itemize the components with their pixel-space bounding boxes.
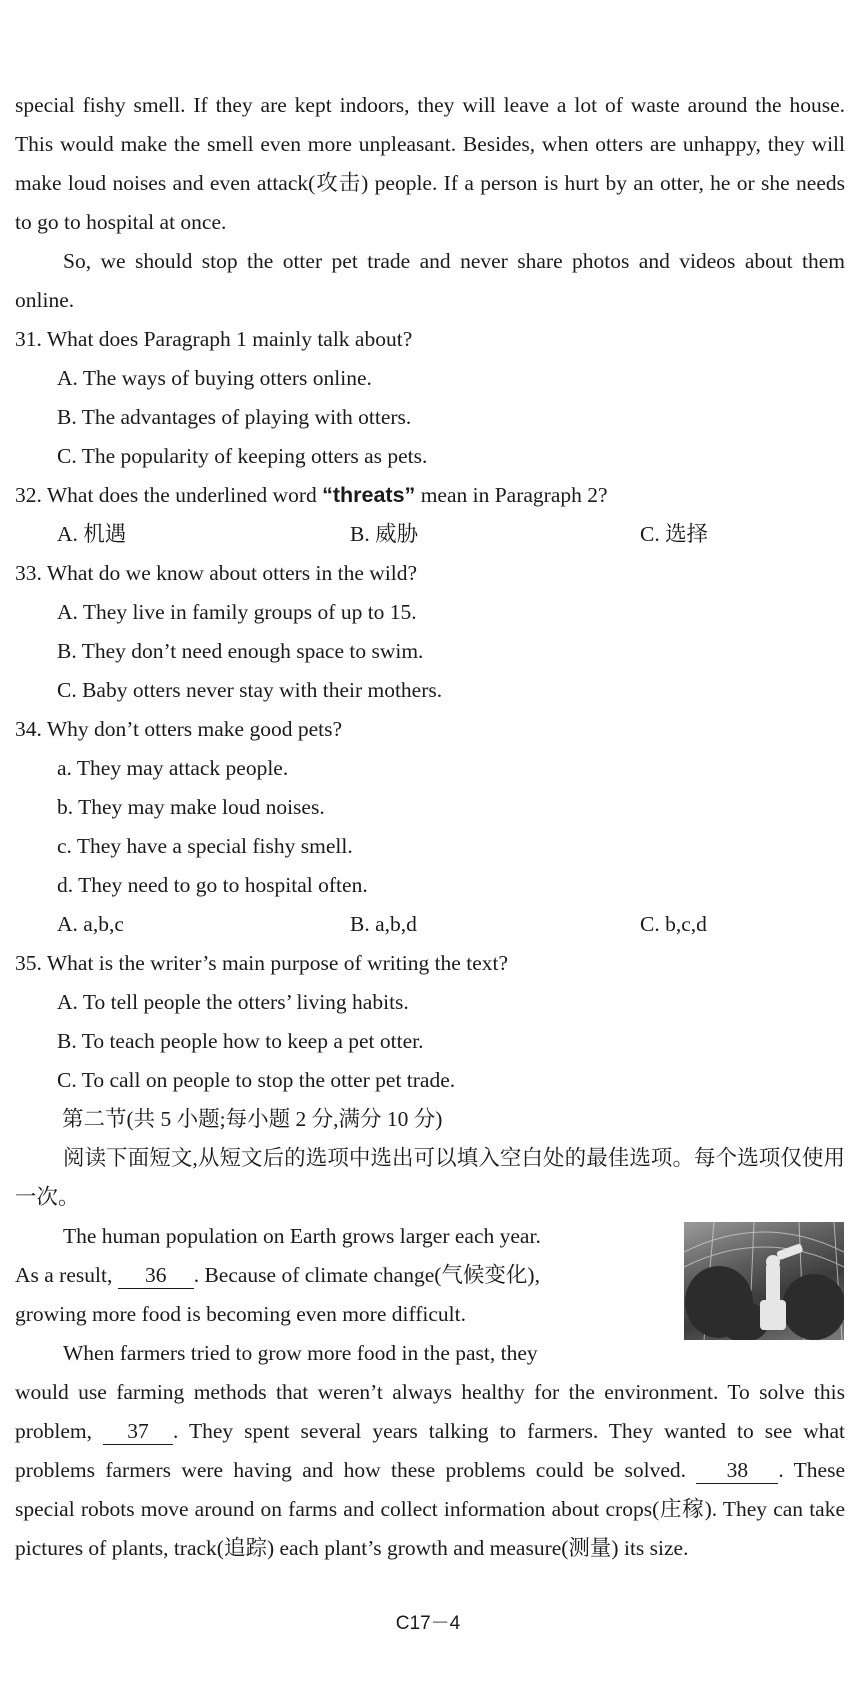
passage-line: When farmers tried to grow more food in the past, they <box>63 1341 538 1365</box>
option-c: C. To call on people to stop the otter pet trade. <box>57 1068 456 1092</box>
statement-d: d. They need to go to hospital often. <box>57 873 368 897</box>
option-c: C. b,c,d <box>640 912 707 936</box>
blank-37: 37 <box>103 1418 173 1445</box>
passage-text: would use farming methods that weren’t always healthy for the environment. To solve this problem, <box>15 1380 845 1443</box>
passage-text: . Because of climate change(气候变化), <box>193 1263 540 1287</box>
option-a: A. To tell people the otters’ living habits. <box>57 990 409 1014</box>
underlined-word: “threats” <box>322 483 416 507</box>
statement-a: a. They may attack people. <box>57 756 289 780</box>
page-footer: C17－4 <box>395 1613 461 1634</box>
question-stem: 33. What do we know about otters in the wild? <box>15 561 418 585</box>
passage-text: As a result, <box>15 1263 118 1287</box>
option-a: A. 机遇 <box>57 522 127 546</box>
section-instructions: 阅读下面短文,从短文后的选项中选出可以填入空白处的最佳选项。每个选项仅使用一次。 <box>15 1146 845 1209</box>
question-stem: 34. Why don’t otters make good pets? <box>15 717 343 741</box>
greenhouse-robot-photo <box>684 1222 844 1340</box>
question-stem: 31. What does Paragraph 1 mainly talk about? <box>15 327 413 351</box>
statement-c: c. They have a special fishy smell. <box>57 834 353 858</box>
passage-text: . They spent several years talking to farmers. They wanted to see what problems farmers were having and how these problems could be solved. <box>15 1419 845 1482</box>
passage-line: The human population on Earth grows larger each year. <box>63 1224 541 1248</box>
passage-paragraph <box>15 1373 845 1568</box>
passage-line <box>15 1256 665 1295</box>
option-b: B. 威胁 <box>350 522 419 546</box>
stem-text: 32. What does the underlined word <box>15 483 323 507</box>
option-b: B. The advantages of playing with otters. <box>57 405 412 429</box>
option-b: B. a,b,d <box>350 912 417 936</box>
option-b: B. To teach people how to keep a pet otter. <box>57 1029 424 1053</box>
section-heading: 第二节(共 5 小题;每小题 2 分,满分 10 分) <box>62 1107 443 1131</box>
blank-36: 36 <box>118 1262 194 1289</box>
passage-line: growing more food is becoming even more difficult. <box>15 1302 466 1326</box>
option-c: C. The popularity of keeping otters as pets. <box>57 444 428 468</box>
option-c: C. Baby otters never stay with their mothers. <box>57 678 443 702</box>
option-a: A. The ways of buying otters online. <box>57 366 372 390</box>
passage-conclusion: So, we should stop the otter pet trade and never share photos and videos about them online. <box>15 249 845 312</box>
option-a: A. a,b,c <box>57 912 124 936</box>
passage-paragraph-end: special fishy smell. If they are kept indoors, they will leave a lot of waste around the house. This would make the smell even more unpleasant. Besides, when otters are unhappy, they will make loud noises and even attack(攻击) people. If a person is hurt by an otter, he or she needs to go to hospital at once. <box>15 93 845 234</box>
option-a: A. They live in family groups of up to 15. <box>57 600 417 624</box>
option-c: C. 选择 <box>640 522 709 546</box>
stem-text: mean in Paragraph 2? <box>415 483 608 507</box>
option-b: B. They don’t need enough space to swim. <box>57 639 424 663</box>
statement-b: b. They may make loud noises. <box>57 795 325 819</box>
blank-38: 38 <box>696 1457 778 1484</box>
question-stem <box>15 476 845 515</box>
passage-text: . These special robots move around on farms and collect information about crops(庄稼). They can take pictures of plants, track(追踪) each plant’s growth and measure(测量) its size. <box>15 1458 845 1560</box>
question-stem: 35. What is the writer’s main purpose of writing the text? <box>15 951 508 975</box>
